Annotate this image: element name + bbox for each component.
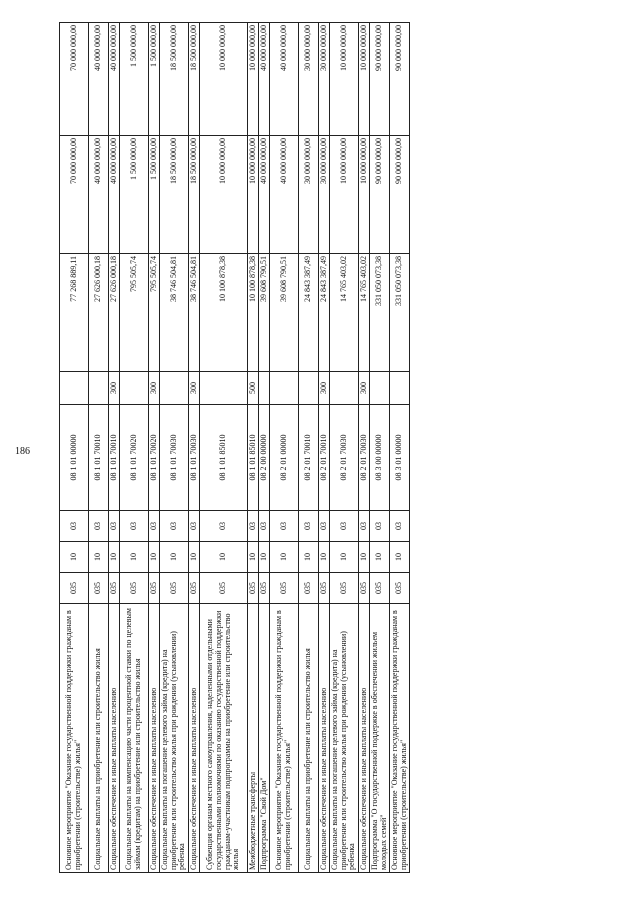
table-body	[60, 23, 410, 873]
table-row	[189, 23, 200, 873]
table-row	[270, 23, 299, 873]
row-name-cell: Основное мероприятие "Оказание государственной поддержки гражданам в приобретении (строительстве) жилья"	[390, 604, 410, 873]
subsection-cell: 03	[259, 511, 270, 542]
amount-year1-cell: 10 100 878,38	[248, 254, 259, 372]
amount-year1-cell: 14 765 403,02	[330, 254, 359, 372]
row-name-cell: Социальное обеспечение и иные выплаты населению	[149, 604, 160, 873]
amount-year1-cell: 39 608 790,51	[270, 254, 299, 372]
amount-year2-cell: 18 500 000,00	[189, 136, 200, 254]
target-article-cell: 08 3 01 00000	[390, 405, 410, 511]
amount-year2-cell: 90 000 000,00	[370, 136, 390, 254]
ministry-code-cell: 035	[330, 573, 359, 604]
target-article-cell: 08 2 01 70010	[299, 405, 319, 511]
section-cell: 10	[330, 542, 359, 573]
table-row	[390, 23, 410, 873]
amount-year1-cell: 38 746 504,81	[160, 254, 189, 372]
ministry-code-cell: 035	[359, 573, 370, 604]
target-article-cell: 08 2 01 70030	[359, 405, 370, 511]
subsection-cell: 03	[248, 511, 259, 542]
amount-year1-cell: 331 050 073,38	[370, 254, 390, 372]
amount-year1-cell: 27 626 000,18	[109, 254, 120, 372]
section-cell: 10	[259, 542, 270, 573]
subsection-cell: 03	[109, 511, 120, 542]
amount-year3-cell: 1 500 000,00	[149, 23, 160, 136]
amount-year2-cell: 18 500 000,00	[160, 136, 189, 254]
expense-kind-cell: 300	[109, 372, 120, 405]
amount-year3-cell: 40 000 000,00	[270, 23, 299, 136]
target-article-cell: 08 1 01 70030	[189, 405, 200, 511]
row-name-cell: Межбюджетные трансферты	[248, 604, 259, 873]
expense-kind-cell	[299, 372, 319, 405]
amount-year3-cell: 18 500 000,00	[189, 23, 200, 136]
expense-kind-cell: 300	[189, 372, 200, 405]
subsection-cell: 03	[89, 511, 109, 542]
amount-year3-cell: 40 000 000,00	[89, 23, 109, 136]
target-article-cell: 08 1 01 85010	[200, 405, 248, 511]
subsection-cell: 03	[299, 511, 319, 542]
row-name-cell: Социальное обеспечение и иные выплаты населению	[109, 604, 120, 873]
ministry-code-cell: 035	[89, 573, 109, 604]
amount-year2-cell: 1 500 000,00	[120, 136, 149, 254]
expense-kind-cell	[259, 372, 270, 405]
subsection-cell: 03	[189, 511, 200, 542]
subsection-cell: 03	[370, 511, 390, 542]
amount-year1-cell: 24 843 387,49	[299, 254, 319, 372]
subsection-cell: 03	[330, 511, 359, 542]
row-name-cell: Социальное обеспечение и иные выплаты населению	[189, 604, 200, 873]
budget-table	[59, 22, 410, 873]
ministry-code-cell: 035	[189, 573, 200, 604]
expense-kind-cell: 300	[149, 372, 160, 405]
section-cell: 10	[319, 542, 330, 573]
target-article-cell: 08 1 01 70010	[89, 405, 109, 511]
table-row	[120, 23, 149, 873]
amount-year1-cell: 331 050 073,38	[390, 254, 410, 372]
section-cell: 10	[370, 542, 390, 573]
amount-year3-cell: 90 000 000,00	[370, 23, 390, 136]
amount-year2-cell: 40 000 000,00	[89, 136, 109, 254]
table-row	[200, 23, 248, 873]
subsection-cell: 03	[149, 511, 160, 542]
amount-year3-cell: 10 000 000,00	[248, 23, 259, 136]
expense-kind-cell	[370, 372, 390, 405]
table-row	[259, 23, 270, 873]
target-article-cell: 08 1 01 70010	[109, 405, 120, 511]
amount-year2-cell: 30 000 000,00	[319, 136, 330, 254]
amount-year3-cell: 10 000 000,00	[200, 23, 248, 136]
amount-year2-cell: 10 000 000,00	[200, 136, 248, 254]
ministry-code-cell: 035	[299, 573, 319, 604]
row-name-cell: Основное мероприятие "Оказание государственной поддержки гражданам в приобретении (строительстве) жилья"	[60, 604, 89, 873]
table-row	[359, 23, 370, 873]
amount-year3-cell: 40 000 000,00	[109, 23, 120, 136]
expense-kind-cell: 300	[359, 372, 370, 405]
section-cell: 10	[120, 542, 149, 573]
ministry-code-cell: 035	[149, 573, 160, 604]
table-row	[149, 23, 160, 873]
section-cell: 10	[359, 542, 370, 573]
amount-year3-cell: 1 500 000,00	[120, 23, 149, 136]
section-cell: 10	[189, 542, 200, 573]
ministry-code-cell: 035	[109, 573, 120, 604]
section-cell: 10	[248, 542, 259, 573]
amount-year1-cell: 27 626 000,18	[89, 254, 109, 372]
amount-year1-cell: 77 268 889,11	[60, 254, 89, 372]
amount-year3-cell: 10 000 000,00	[330, 23, 359, 136]
section-cell: 10	[109, 542, 120, 573]
budget-table-rotated	[59, 23, 569, 873]
subsection-cell: 03	[160, 511, 189, 542]
target-article-cell: 08 1 01 70020	[149, 405, 160, 511]
target-article-cell: 08 2 01 70030	[330, 405, 359, 511]
ministry-code-cell: 035	[390, 573, 410, 604]
amount-year2-cell: 40 000 000,00	[270, 136, 299, 254]
amount-year2-cell: 10 000 000,00	[359, 136, 370, 254]
amount-year1-cell: 38 746 504,81	[189, 254, 200, 372]
section-cell: 10	[200, 542, 248, 573]
subsection-cell: 03	[60, 511, 89, 542]
row-name-cell: Социальные выплаты на погашение целевого займа (кредита) на приобретение или строительство жилья при рождении (усыновлении) ребенка	[330, 604, 359, 873]
amount-year3-cell: 18 500 000,00	[160, 23, 189, 136]
expense-kind-cell	[89, 372, 109, 405]
table-row	[248, 23, 259, 873]
expense-kind-cell: 300	[319, 372, 330, 405]
row-name-cell: Субвенция органам местного самоуправления, наделенными отдельными государственными полномочиями по оказанию государственной поддержки гражданам-участникам подпрограммы на приобретение или строительство жилья	[200, 604, 248, 873]
amount-year2-cell: 1 500 000,00	[149, 136, 160, 254]
expense-kind-cell	[270, 372, 299, 405]
amount-year1-cell: 14 765 403,02	[359, 254, 370, 372]
subsection-cell: 03	[390, 511, 410, 542]
row-name-cell: Подпрограмма "О государственной поддержке в обеспечении жильем молодых семей"	[370, 604, 390, 873]
table-row	[109, 23, 120, 873]
ministry-code-cell: 035	[259, 573, 270, 604]
ministry-code-cell: 035	[319, 573, 330, 604]
amount-year1-cell: 24 843 387,49	[319, 254, 330, 372]
section-cell: 10	[60, 542, 89, 573]
ministry-code-cell: 035	[370, 573, 390, 604]
target-article-cell: 08 3 00 00000	[370, 405, 390, 511]
target-article-cell: 08 1 01 85010	[248, 405, 259, 511]
row-name-cell: Социальные выплаты на погашение целевого займа (кредита) на приобретение или строительство жилья при рождении (усыновлении) ребенка	[160, 604, 189, 873]
target-article-cell: 08 2 00 00000	[259, 405, 270, 511]
amount-year3-cell: 10 000 000,00	[359, 23, 370, 136]
table-row	[319, 23, 330, 873]
section-cell: 10	[89, 542, 109, 573]
section-cell: 10	[160, 542, 189, 573]
subsection-cell: 03	[270, 511, 299, 542]
amount-year3-cell: 90 000 000,00	[390, 23, 410, 136]
amount-year1-cell: 10 100 878,38	[200, 254, 248, 372]
expense-kind-cell: 500	[248, 372, 259, 405]
expense-kind-cell	[60, 372, 89, 405]
table-row	[330, 23, 359, 873]
row-name-cell: Основное мероприятие "Оказание государственной поддержки гражданам в приобретении (строительстве) жилья"	[270, 604, 299, 873]
amount-year3-cell: 40 000 000,00	[259, 23, 270, 136]
ministry-code-cell: 035	[248, 573, 259, 604]
amount-year1-cell: 795 505,74	[149, 254, 160, 372]
subsection-cell: 03	[200, 511, 248, 542]
amount-year2-cell: 40 000 000,00	[109, 136, 120, 254]
amount-year2-cell: 70 000 000,00	[60, 136, 89, 254]
row-name-cell: Подпрограмма "Свой Дом"	[259, 604, 270, 873]
ministry-code-cell: 035	[160, 573, 189, 604]
ministry-code-cell: 035	[60, 573, 89, 604]
target-article-cell: 08 1 01 70020	[120, 405, 149, 511]
section-cell: 10	[390, 542, 410, 573]
expense-kind-cell	[390, 372, 410, 405]
target-article-cell: 08 2 01 00000	[270, 405, 299, 511]
row-name-cell: Социальные выплаты на приобретение или строительство жилья	[89, 604, 109, 873]
table-row	[89, 23, 109, 873]
row-name-cell: Социальные выплаты на приобретение или строительство жилья	[299, 604, 319, 873]
table-row	[60, 23, 89, 873]
expense-kind-cell	[330, 372, 359, 405]
section-cell: 10	[149, 542, 160, 573]
subsection-cell: 03	[120, 511, 149, 542]
amount-year3-cell: 70 000 000,00	[60, 23, 89, 136]
section-cell: 10	[299, 542, 319, 573]
ministry-code-cell: 035	[270, 573, 299, 604]
amount-year2-cell: 30 000 000,00	[299, 136, 319, 254]
ministry-code-cell: 035	[120, 573, 149, 604]
amount-year2-cell: 40 000 000,00	[259, 136, 270, 254]
amount-year2-cell: 10 000 000,00	[248, 136, 259, 254]
table-row	[299, 23, 319, 873]
subsection-cell: 03	[359, 511, 370, 542]
page-number: 186	[15, 446, 30, 457]
amount-year2-cell: 10 000 000,00	[330, 136, 359, 254]
table-row	[160, 23, 189, 873]
amount-year3-cell: 30 000 000,00	[319, 23, 330, 136]
table-row	[370, 23, 390, 873]
row-name-cell: Социальное обеспечение и иные выплаты населению	[359, 604, 370, 873]
subsection-cell: 03	[319, 511, 330, 542]
row-name-cell: Социальное обеспечение и иные выплаты населению	[319, 604, 330, 873]
row-name-cell: Социальные выплаты на компенсацию части процентной ставки по целевым займам (кредитам) на приобретение или строительство жилья	[120, 604, 149, 873]
amount-year1-cell: 39 608 790,51	[259, 254, 270, 372]
amount-year1-cell: 795 505,74	[120, 254, 149, 372]
target-article-cell: 08 1 01 70030	[160, 405, 189, 511]
amount-year3-cell: 30 000 000,00	[299, 23, 319, 136]
amount-year2-cell: 90 000 000,00	[390, 136, 410, 254]
expense-kind-cell	[120, 372, 149, 405]
ministry-code-cell: 035	[200, 573, 248, 604]
target-article-cell: 08 1 01 00000	[60, 405, 89, 511]
target-article-cell: 08 2 01 70010	[319, 405, 330, 511]
expense-kind-cell	[200, 372, 248, 405]
section-cell: 10	[270, 542, 299, 573]
expense-kind-cell	[160, 372, 189, 405]
